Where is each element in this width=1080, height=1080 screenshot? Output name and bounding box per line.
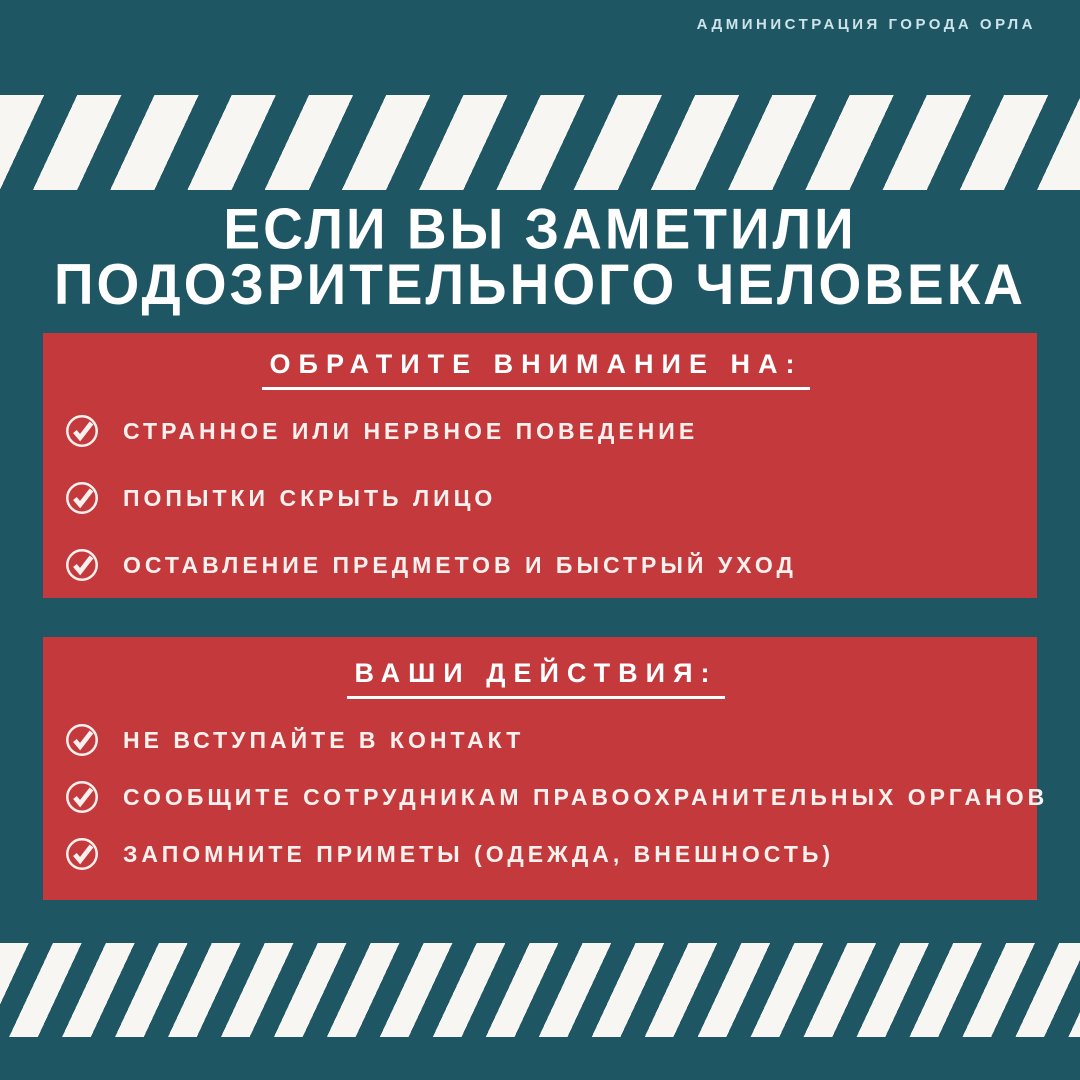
- item-label: ПОПЫТКИ СКРЫТЬ ЛИЦО: [123, 484, 497, 511]
- hazard-stripes-top: [0, 95, 1080, 190]
- checklist-item: [63, 479, 1009, 517]
- check-circle-icon: [63, 721, 101, 759]
- attention-panel-heading-wrap: [63, 349, 1009, 392]
- item-label: СТРАННОЕ ИЛИ НЕРВНОЕ ПОВЕДЕНИЕ: [123, 417, 699, 444]
- check-circle-icon: [63, 412, 101, 450]
- checklist-item: [63, 778, 1049, 816]
- checklist-item: [63, 835, 1009, 873]
- checklist-item: [63, 721, 1009, 759]
- checklist-item: [63, 412, 1009, 450]
- actions-panel-heading-wrap: [63, 658, 1009, 701]
- item-label: ОСТАВЛЕНИЕ ПРЕДМЕТОВ И БЫСТРЫЙ УХОД: [123, 551, 797, 578]
- item-label: СООБЩИТЕ СОТРУДНИКАМ ПРАВООХРАНИТЕЛЬНЫХ ОРГАНОВ: [123, 783, 1049, 810]
- item-label: ЗАПОМНИТЕ ПРИМЕТЫ (ОДЕЖДА, ВНЕШНОСТЬ): [123, 840, 835, 867]
- hazard-stripes-bottom: [0, 943, 1080, 1037]
- check-circle-icon: [63, 778, 101, 816]
- item-label: НЕ ВСТУПАЙТЕ В КОНТАКТ: [123, 726, 525, 753]
- attention-checklist: [63, 412, 1009, 584]
- checklist-item: [63, 546, 1009, 584]
- actions-checklist: [63, 721, 1049, 873]
- title-line-1: ЕСЛИ ВЫ ЗАМЕТИЛИ: [223, 196, 857, 262]
- actions-panel-heading: ВАШИ ДЕЙСТВИЯ:: [347, 658, 726, 699]
- check-circle-icon: [63, 546, 101, 584]
- attention-panel-heading: ОБРАТИТЕ ВНИМАНИЕ НА:: [262, 349, 811, 390]
- check-circle-icon: [63, 835, 101, 873]
- poster-title: [0, 196, 1080, 317]
- brand-text: АДМИНИСТРАЦИЯ ГОРОДА ОРЛА: [696, 16, 1036, 33]
- attention-panel: [43, 333, 1037, 598]
- check-circle-icon: [63, 479, 101, 517]
- actions-panel: [43, 637, 1049, 900]
- title-line-2: ПОДОЗРИТЕЛЬНОГО ЧЕЛОВЕКА: [53, 251, 1027, 317]
